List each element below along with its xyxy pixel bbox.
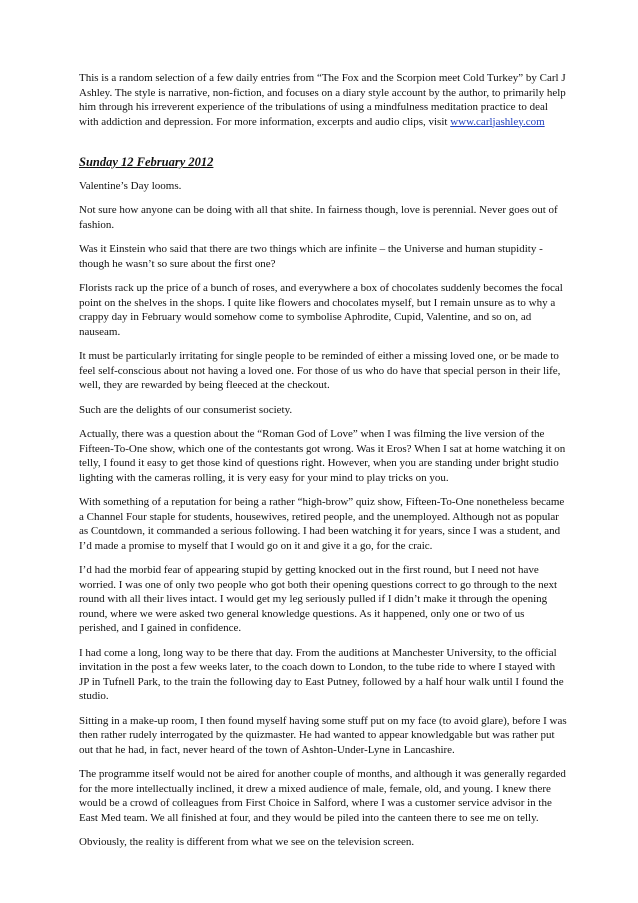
entry-paragraph: Sitting in a make-up room, I then found myself having some stuff put on my face (to avoid glare), before I was then rather rudely interrogated by the quizmaster. He had wanted to appear knowledgable but was rather put out that he had, in fact, never heard of the town of Ashton-Under-Lyne in Lancashire. [79,714,567,756]
entry-date-heading: Sunday 12 February 2012 [79,155,214,169]
entry-paragraph: Florists rack up the price of a bunch of roses, and everywhere a box of chocolates suddenly becomes the focal point on the shelves in the shops. I quite like flowers and chocolates myself, but I remain unsure as to why a crappy day in February would somehow come to symbolise Aphrodite, Cupid, Valentine, and so on, ad nauseam. [79,282,563,338]
entry-paragraph: Obviously, the reality is different from what we see on the television screen. [79,836,415,848]
entry-paragraph: I had come a long, long way to be there that day. From the auditions at Manchester University, to the official invitation in the post a few weeks later, to the coach down to London, to the tube ride to where I stayed with JP in Tufnell Park, to the train the following day to East Putney, followed by a half hour walk until I found the studio. [79,646,564,702]
document-page [79,71,567,860]
author-website-link[interactable]: www.carljashley.com [450,115,545,128]
intro-paragraph [79,71,567,129]
entry-paragraph: The programme itself would not be aired for another couple of months, and although it was generally regarded for the more intellectually inclined, it drew a mixed audience of male, female, old, and young. I knew there would be a crowd of colleagues from First Choice in Salford, where I was a customer service advisor in the East Med team. We all finished at four, and they would be piled into the canteen there to see me on telly. [79,768,566,824]
entry-paragraph: It must be particularly irritating for single people to be reminded of either a missing loved one, or be made to feel self-conscious about not having a loved one. For those of us who do have that special person in their life, well, they are rewarded by being fleeced at the checkout. [79,350,561,391]
entry-paragraph: With something of a reputation for being a rather “high-brow” quiz show, Fifteen-To-One nonetheless became a Channel Four staple for students, housewives, retired people, and the unemployed. Although not as popular as Countdown, it commanded a serious following. I had been watching it for years, since I was a student, and I’d made a promise to myself that I would go on it and give it a go, for the craic. [79,496,565,552]
entry-paragraph: Such are the delights of our consumerist society. [79,403,293,416]
entry-paragraph: Actually, there was a question about the “Roman God of Love” when I was filming the live version of the Fifteen-To-One show, which one of the contestants got wrong. Was it Eros? When I sat at home watching it on telly, I found it easy to get those kind of questions right. However, when you are standing under bright studio lighting with the cameras rolling, it is very easy for your mind to play tricks on you. [79,428,566,484]
intro-text: This is a random selection of a few daily entries from “The Fox and the Scorpion meet Cold Turkey” by Carl J Ashley. The style is narrative, non-fiction, and focuses on a diary style account by the author, to primarily help him through his irreverent experience of the tribulations of using a mindfulness meditation practice to deal with addiction and depression. For more information, excerpts and audio clips, visit [79,72,566,128]
entry-paragraph: I’d had the morbid fear of appearing stupid by getting knocked out in the first round, but I need not have worried. I was one of only two people who got both their opening questions correct to go through to the next round with all their lives intact. I would get my leg seriously pulled if I didn’t make it through the opening round, where we were asked two general knowledge questions. As it happened, only one or two of us perished, and I gained in confidence. [79,564,558,634]
entry-paragraph: Not sure how anyone can be doing with all that shite. In fairness though, love is perennial. Never goes out of fashion. [79,204,558,231]
entry-paragraph: Was it Einstein who said that there are two things which are infinite – the Universe and human stupidity - though he wasn’t so sure about the first one? [79,243,543,270]
entry-paragraph: Valentine’s Day looms. [79,179,182,192]
